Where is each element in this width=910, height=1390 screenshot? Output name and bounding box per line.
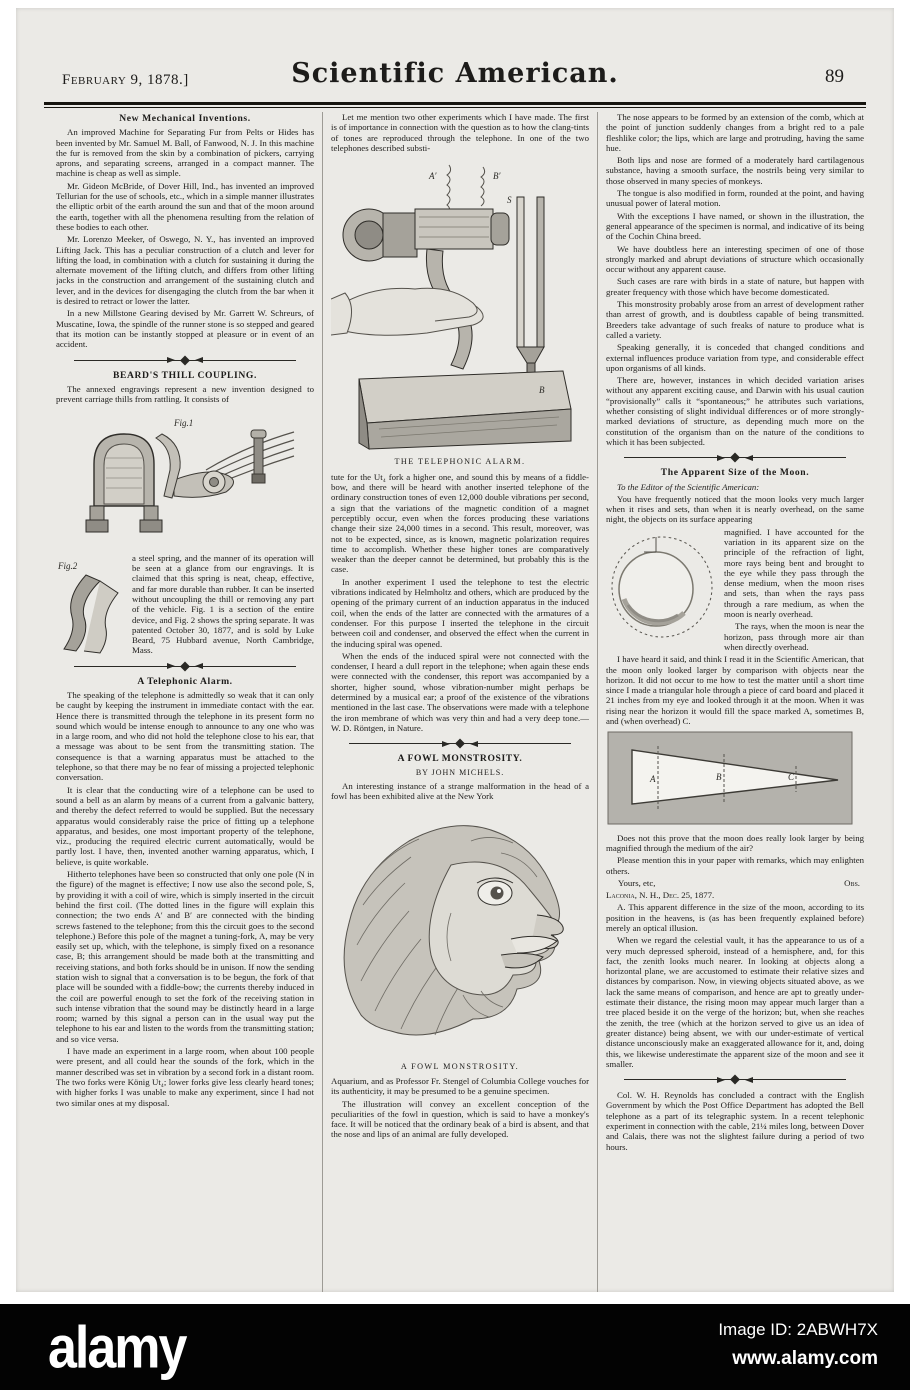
paragraph: The rays, when the moon is near the horizon, pass through more air than when directly overhead. bbox=[724, 621, 864, 652]
journal-title: Scientific American. bbox=[291, 58, 619, 89]
paragraph: a steel spring, and the manner of its operation will be seen at a glance from our engravings. It is claimed that this spring is neat, cheap, effective, and far more durable than rubber. It can be inserted without uncoupling the thill or removing any part of the vehicle. Fig. 1 is a section of the entire device, and Fig. 2 shows the spring separate. It was patented October 30, 1877, and is sold by Luke Beard, 75 Hubbard avenue, North Cambridge, Mass. bbox=[132, 552, 314, 656]
paragraph: A. This apparent difference in the size of the moon, according to its position in the heavens, is (as has been frequently explained before) merely an optical illusion. bbox=[606, 902, 864, 933]
paragraph: Please mention this in your paper with remarks, which may enlighten others. bbox=[606, 855, 864, 876]
wire-label-b-prime: B′ bbox=[493, 171, 501, 182]
paragraph: Let me mention two other experiments which I have made. The first is of importance in connection with the question as to how the clang-tints of tones are reproduced through the telephone. In one of the two telephones described substi- bbox=[331, 112, 589, 153]
paragraph: Col. W. H. Reynolds has concluded a contract with the English Government by which the Post Office Department has adopted the Bell telephone as a part of its telegraphic system. In a recent telephonic experiment in connection with the cable, 21¼ miles long, between Dover and Calais, there was not the slightest failure during a period of two hours. bbox=[606, 1090, 864, 1152]
paragraph: magnified. I have accounted for the variation in its apparent size on the principle of the refraction of light, more rays being bent and brought to the eye while they pass through the dense medium, when the moon rises and sets, than when the rays pass through a rare medium, as when the moon is nearly overhead. bbox=[724, 526, 864, 620]
column-middle bbox=[322, 112, 589, 1292]
figure-1-thill-coupling bbox=[56, 408, 314, 548]
signoff-obs: Obs. bbox=[844, 877, 860, 888]
box-label-b: B bbox=[539, 385, 545, 396]
byline: BY JOHN MICHELS. bbox=[415, 767, 505, 777]
paragraph: With the exceptions I have named, or shown in the illustration, the general appearance of the specimen is normal, and indicative of its being of the Cochin China breed. bbox=[606, 210, 864, 242]
spring-engraving bbox=[56, 555, 126, 655]
column-left bbox=[56, 112, 314, 1292]
wedge-label-b: B bbox=[716, 772, 722, 783]
alamy-watermark-bar bbox=[0, 1304, 910, 1390]
paragraph: It is clear that the conducting wire of a telephone can be used to sound a bell as an alarm by means of a current from a galvanic battery, and thereby the defect referred to would be supplied. But the necessary apparatus would considerably raise the price of fitting up a telephone apparatus, and besides, one most important property of the telephone, viz., producing the required electric current automatically, would be partly lost. I have, then, invented another warning apparatus, which, I believe, is quite workable. bbox=[56, 784, 314, 867]
paragraph: This monstrosity probably arose from an arrest of development rather than arrest of growth, and is doubtless capable of being transmitted. Breeders take advantage of such freaks of nature to produce what is called a variety. bbox=[606, 299, 864, 340]
paragraph: Aquarium, and as Professor Fr. Stengel of Columbia College vouches for its authenticity, it may be presumed to be a genuine specimen. bbox=[331, 1075, 589, 1097]
telephonic-alarm-engraving bbox=[331, 157, 579, 453]
signoff-yours: Yours, etc, bbox=[618, 877, 656, 888]
fig2-label: Fig.2 bbox=[58, 560, 78, 571]
figure-2-spring bbox=[56, 555, 126, 657]
fork-label-s: S bbox=[507, 195, 512, 206]
fowl-head-engraving bbox=[331, 805, 579, 1057]
wedge-label-a: A bbox=[650, 774, 656, 785]
section-ornament bbox=[74, 660, 296, 673]
issue-date: February 9, 1878.] bbox=[62, 72, 189, 88]
paragraph: An improved Machine for Separating Fur from Pelts or Hides has been invented by Mr. Samuel M. Ball, of Fanwood, N. J. In this machine the fur is removed from the skin by a combination of pickers, carrying aprons, and separating screens, arranged in a compact manner. The machine is cheap as well as simple. bbox=[56, 127, 314, 179]
wire-label-a-prime: A′ bbox=[429, 171, 437, 182]
paragraph: The tongue is also modified in form, rounded at the point, and having unusual power of lateral motion. bbox=[606, 188, 864, 209]
thill-coupling-engraving bbox=[56, 408, 298, 546]
moon-refraction-diagram bbox=[606, 529, 718, 641]
moon-diagram-with-text bbox=[606, 527, 864, 620]
telephonic-alarm-illustration bbox=[331, 157, 589, 468]
image-id: Image ID: 2ABWH7X bbox=[718, 1320, 878, 1339]
paragraph: Mr. Lorenzo Meeker, of Oswego, N. Y., has invented an improved Lifting Jack. This has a peculiar construction of a clutch and lever for lifting the load, in combination with a clutch for sustaining it during the alternate movement of the lifting clutch, and differs from other lifting jacks in the construction and arrangement of the sustaining clutch and lever, and in the devices for disengaging the clutch from the bar when it is desired to retract or lower the latter. bbox=[56, 234, 314, 307]
card-wedge-diagram bbox=[606, 730, 854, 826]
paragraph: Does not this prove that the moon does really look larger by being magnified through the medium of the air? bbox=[606, 832, 864, 853]
illustration-caption: THE TELEPHONIC ALARM. bbox=[394, 457, 526, 467]
paragraph: When we regard the celestial vault, it has the appearance to us of a very much depressed spheroid, instead of a hemisphere, and, for this fact, the zenith looks much nearer. In looking at objects along a horizontal plane, we are accustomed to estimate their relative sizes and distances by comparison. Now, in viewing objects situated above, as we lack the same means of comparison, and hence are apt to greatly under-estimate their distance, the rising moon may appear much larger than a tree placed beside it on the verge of the horizon; but, when she reaches the zenith, the tree (which at the horizon served to give us an idea of greater distance) being absent, we with our under-estimate of vertical distance unconsciously make an exaggerated allowance for it, and, doing this, we likewise underestimate the apparent size of the moon and see it smaller. bbox=[606, 935, 864, 1069]
paragraph: The speaking of the telephone is admittedly so weak that it can only be caught by keeping the instrument in immediate contact with the ear. Hence there is transmitted through the telephone in its present form no sound which would be intense enough to announce to any one who was in a large room, and who did not hold the telephone close to his ear, that a message was about to be sent from the transmitting station. The consequence is that a warning apparatus must be attached to the telephone, so that there may be no fear of missing a projected telephonic conversation. bbox=[56, 689, 314, 783]
paragraph: Speaking generally, it is conceded that changed conditions and external influences produce variation from type, and considerable effect upon organisms of all kinds. bbox=[606, 342, 864, 373]
section-ornament bbox=[624, 451, 846, 464]
column-right bbox=[597, 112, 864, 1292]
fowl-caption: A FOWL MONSTROSITY. bbox=[400, 1061, 520, 1071]
page-number: 89 bbox=[825, 66, 844, 87]
paragraph: The illustration will convey an excellent conception of the peculiarities of the fowl in question, which is said to have a monkey's face. It will be noticed that the ordinary beak of a bird is absent, and that the nose and lips of an animal are fully developed. bbox=[331, 1098, 589, 1140]
moon-diagram bbox=[606, 529, 718, 643]
paragraph: I have heard it said, and think I read it in the Scientific American, that the moon only looked larger by comparison with objects near the horizon. It did not occur to me how to test the matter until a short time since I made a triangular hole through a piece of card board and placed it 21 inches from my eye and looked through it at the moon. When it was rising near the horizon it would fill the space marked A, sometimes B, and (when overhead) C. bbox=[606, 654, 864, 727]
section-ornament bbox=[624, 1073, 846, 1086]
wedge-label-c: C bbox=[788, 772, 795, 783]
fowl-illustration bbox=[331, 805, 589, 1072]
paragraph: Mr. Gideon McBride, of Dover Hill, Ind., has invented an improved Tellurian for the use of schools, etc., which in a simple manner illustrates the elliptic orbit of the earth around the sun and that of the moon around the earth, together with all the phenomena resulting from the relation of these bodies to each other. bbox=[56, 180, 314, 232]
alamy-url: www.alamy.com bbox=[732, 1348, 878, 1369]
paragraph: When the ends of the induced spiral were not connected with the condenser, I heard a dull report in the telephone; when again these ends were connected with the condenser, this report was accompanied by a shorter, higher sound, whose vibration-number might perhaps be determined by a musical ear; a proof of the existence of the vibrations mentioned in the last case. The observations were made with a telephone the iron membrane of which was very thin and had a very deep tone.—W. D. Röntgen, in Nature. bbox=[331, 650, 589, 733]
paragraph: Hitherto telephones have been so constructed that only one pole (N in the figure) of the magnet is effective; I now use also the second pole, S, by providing it with a coil of wire, which is simply inserted in the circuit behind the first coil. (The dotted lines in the figure will explain this connection; the two ends A′ and B′ are connected with the binding screws fastened to the telephone; from this the circuit goes to the second telephone.) Before this pole of the magnet a tuning-fork, A, may be very easily set up, which, with the telephone, is simply fixed on a resonance case, B; this arrangement should be made both at the transmitting and receiving stations, and both forks should be in unison. If now the sending station wish to signal that a conversation is to be begun, the fork of that place will be sounded with a fiddle-bow; the currents thereby induced in the coil are powerful enough to set the fork of the receiving station in such intense vibration that the sound may be distinctly heard in a large room; warned by this signal a person can in the usual way put the telephone to his ear and listen to the words from the transmitting station; and so vice versa. bbox=[56, 869, 314, 1044]
paragraph: We have doubtless here an interesting specimen of one of those strongly marked and abrupt deviations of structure which occasionally occur without any apparent cause. bbox=[606, 243, 864, 275]
paragraph: The annexed engravings represent a new invention designed to prevent carriage thills from rattling. It consists of bbox=[56, 383, 314, 405]
masthead bbox=[16, 56, 894, 100]
section-ornament bbox=[74, 354, 296, 367]
wedge-diagram bbox=[606, 730, 864, 828]
footer-gap bbox=[0, 1292, 910, 1304]
alamy-logo: alamy bbox=[48, 1314, 186, 1382]
paragraph: An interesting instance of a strange malformation in the head of a fowl has been exhibited alive at the New York bbox=[331, 780, 589, 802]
paragraph: In another experiment I used the telephone to test the electric vibrations indicated by Helmholtz and others, which are produced by the opening of the primary current of an induction apparatus in the induced coil, when the ends of the latter are connected with the armatures of a condenser. For this purpose I inserted the telephone in the circuit between coil and condenser, and observed the effect when the current in the inducing spiral was opened. bbox=[331, 576, 589, 649]
beard-body-with-fig2 bbox=[56, 553, 314, 656]
paragraph: You have frequently noticed that the moon looks very much larger when it rises and sets, than when it is nearly overhead, on the same night, the objects on its surface appearing bbox=[606, 493, 864, 525]
letter-signoff bbox=[618, 878, 860, 888]
heading-new-mechanical-inventions: New Mechanical Inventions. bbox=[119, 113, 251, 124]
fig1-label: Fig.1 bbox=[174, 418, 194, 429]
paragraph: In a new Millstone Gearing devised by Mr. Garrett W. Schreurs, of Muscatine, Iowa, the spindle of the runner stone is so stepped and geared that its motion can be instantly stopped at pleasure or in event of an accident. bbox=[56, 308, 314, 350]
heading-beards-thill-coupling: BEARD'S THILL COUPLING. bbox=[113, 369, 257, 381]
header-rule bbox=[44, 102, 866, 108]
heading-telephonic-alarm: A Telephonic Alarm. bbox=[137, 675, 233, 687]
heading-fowl-monstrosity: A FOWL MONSTROSITY. bbox=[397, 753, 523, 765]
section-ornament bbox=[349, 737, 571, 750]
paragraph: There are, however, instances in which decided variation arises without any apparent exciting cause, and Darwin with his usual caution “provisionally” calls it “spontaneous;” he attributes such variations, whether consisting of slight individual differences or of more strongly-marked deviations of structure, as depending much more on the constitution of the organism than on the nature of the conditions to which it has been subjected. bbox=[606, 375, 864, 447]
paragraph: Such cases are rare with birds in a state of nature, but happen with greater frequency with those which have become domesticated. bbox=[606, 276, 864, 297]
paragraph: Both lips and nose are formed of a moderately hard cartilagenous substance, having a smooth surface, the nostrils being very similar to those observed in many species of monkeys. bbox=[606, 155, 864, 186]
paragraph: tute for the Ut₄ fork a higher one, and sound this by means of a fiddle-bow, and there will be heard with another inserted telephone of the ordinary construction tones of even 12,000 double vibrations per second, a sign that the variations of the magnetic condition of a magnet perceptibly occur, even when the forces producing these variations change their size 24,000 times in a second. This result, moreover, was not to be expected, since, as is known, magnetic polarization requires time to accomplish. Whether these higher tones are comparatively weaker than the deeper cannot be determined, but probably this is the case. bbox=[331, 471, 589, 575]
dateline: Laconia, N. H., Dec. 25, 1877. bbox=[606, 890, 715, 901]
letter-salutation: To the Editor of the Scientific American: bbox=[617, 481, 760, 492]
heading-apparent-size-of-moon: The Apparent Size of the Moon. bbox=[660, 467, 810, 479]
paragraph: I have made an experiment in a large room, when about 100 people were present, and all could hear the sounds of the fork, which in the manner described was set in vibration by a second fork in a distant room. The two forks were König Ut₄; lower forks give less clearly heard tones; with higher forks I was unable to make any experiment, since I had not two similar ones at my disposal. bbox=[56, 1046, 314, 1108]
paragraph: The nose appears to be formed by an extension of the comb, which at the point of junction suddenly changes from a bright red to a pale fleshlike color; the lips, which are large and protruding, having the same hue. bbox=[606, 112, 864, 153]
scanned-page bbox=[16, 8, 894, 1292]
